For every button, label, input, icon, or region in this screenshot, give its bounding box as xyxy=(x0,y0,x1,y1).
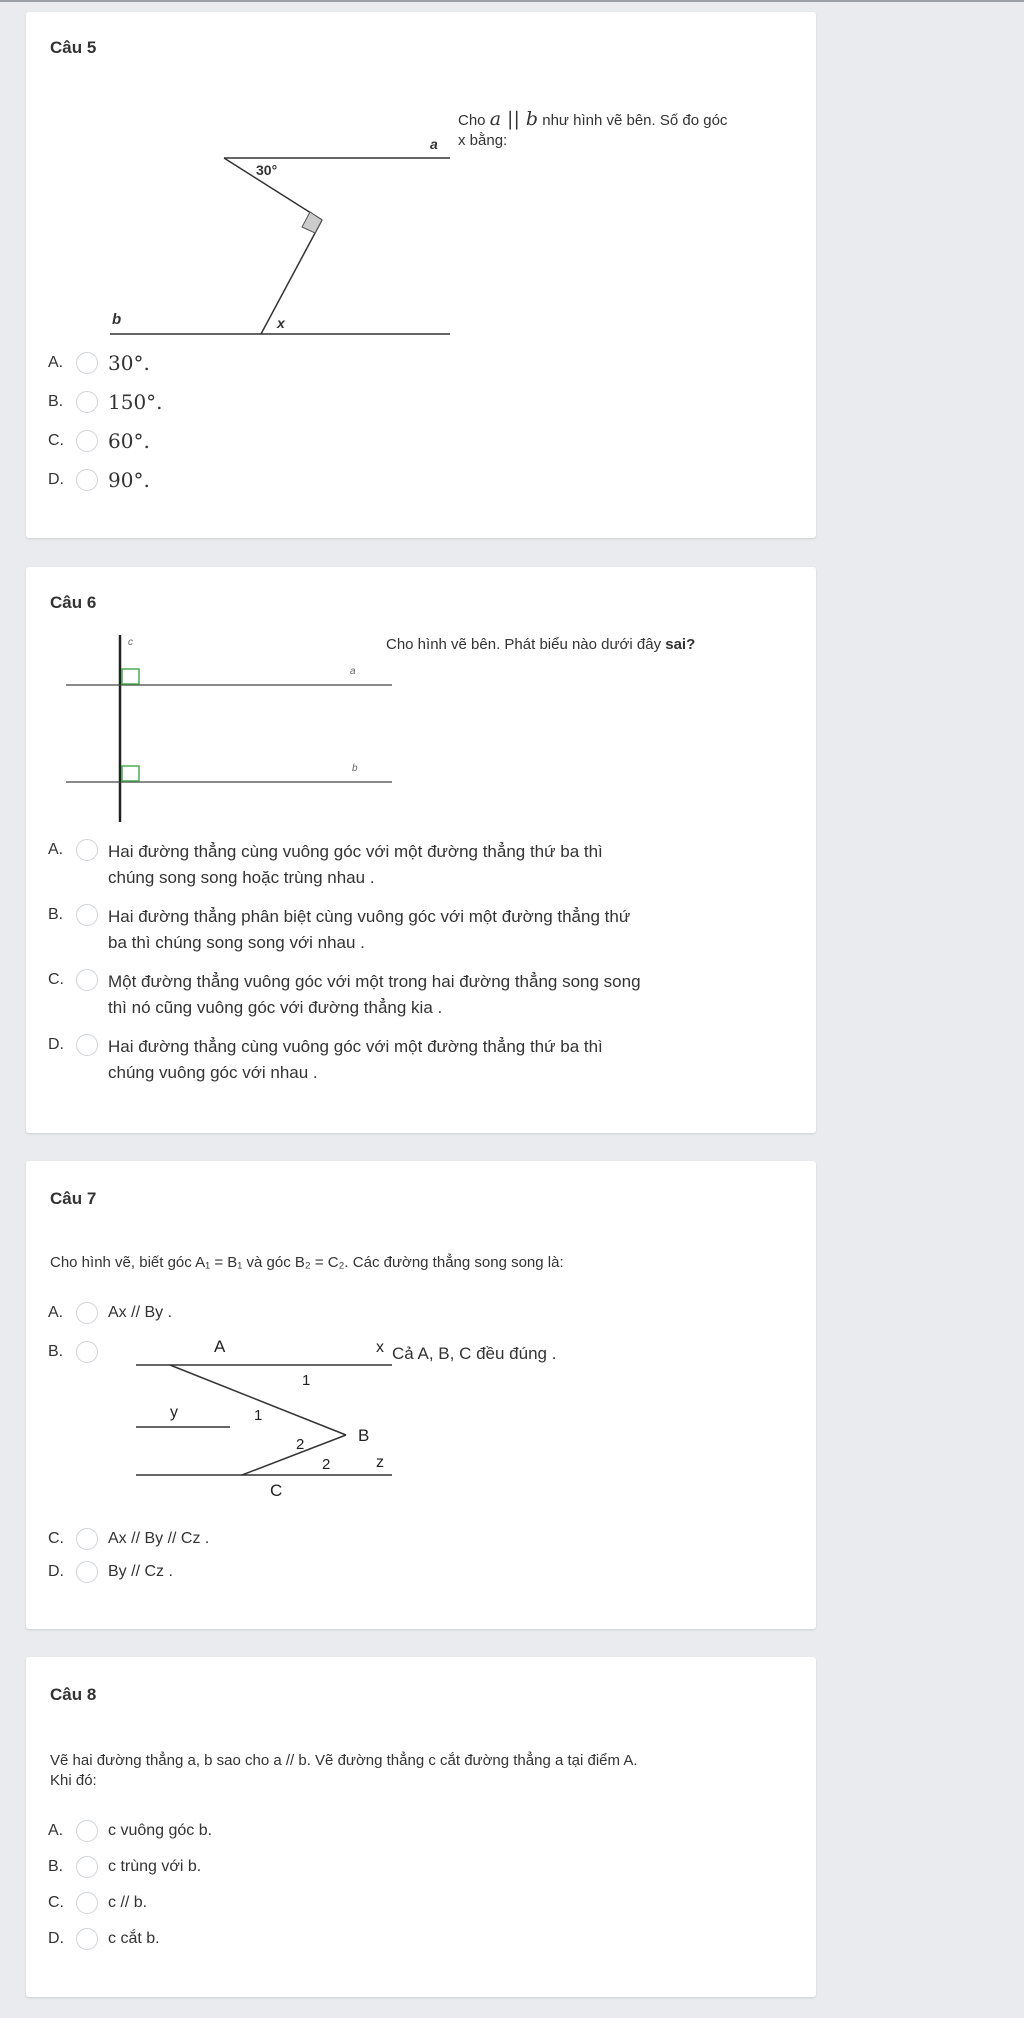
radio-button[interactable] xyxy=(76,430,98,452)
label-y: y xyxy=(170,1404,178,1421)
label-1-at-A: 1 xyxy=(302,1372,311,1389)
label-C: C xyxy=(270,1481,283,1500)
question-title: Câu 5 xyxy=(50,38,97,57)
question-card-7 xyxy=(26,1161,816,1629)
label-x: x xyxy=(277,315,285,331)
option-letter: B. xyxy=(48,1858,64,1875)
label-angle-30: 30° xyxy=(256,162,278,178)
label-1-at-B: 1 xyxy=(254,1407,263,1424)
radio-button[interactable] xyxy=(76,469,98,491)
label-a: a xyxy=(350,666,356,677)
label-2-at-B: 2 xyxy=(296,1436,305,1453)
option-letter: A. xyxy=(48,1822,64,1839)
option-c[interactable] xyxy=(48,969,641,1021)
option-letter: C. xyxy=(48,1894,64,1911)
question-prompt xyxy=(458,108,798,151)
option-text: 90°. xyxy=(108,468,150,492)
question-prompt xyxy=(386,635,806,655)
prompt-text: Cho xyxy=(458,112,490,129)
prompt-emphasis: sai? xyxy=(665,636,696,653)
option-text: By // Cz . xyxy=(108,1563,173,1580)
option-line: Một đường thẳng vuông góc với một trong hai đường thẳng song song xyxy=(108,972,641,991)
option-text: c trùng với b. xyxy=(108,1858,202,1875)
question-card-5 xyxy=(26,12,816,538)
option-line: chúng vuông góc với nhau . xyxy=(108,1063,318,1082)
question-title: Câu 7 xyxy=(50,1189,97,1208)
radio-button[interactable] xyxy=(76,352,98,374)
option-c[interactable] xyxy=(48,1528,209,1550)
prompt-text: Khi đó: xyxy=(50,1772,97,1789)
option-text: 150°. xyxy=(108,390,163,414)
label-b: b xyxy=(352,763,358,774)
option-c[interactable] xyxy=(48,430,150,452)
radio-button[interactable] xyxy=(76,904,98,926)
option-line: Hai đường thẳng phân biệt cùng vuông góc với một đường thẳng thứ xyxy=(108,907,631,926)
option-b[interactable] xyxy=(48,1341,108,1363)
figure-three-parallel-lines xyxy=(130,1333,410,1508)
option-letter: B. xyxy=(48,906,64,923)
option-letter: C. xyxy=(48,1530,64,1547)
option-letter: A. xyxy=(48,1304,64,1321)
option-line: chúng song song hoặc trùng nhau . xyxy=(108,868,375,887)
option-text xyxy=(108,969,641,1021)
option-a[interactable] xyxy=(48,1820,212,1842)
label-B: B xyxy=(358,1426,370,1445)
option-text: c vuông góc b. xyxy=(108,1822,213,1839)
option-text: c cắt b. xyxy=(108,1930,160,1947)
option-d[interactable] xyxy=(48,1928,160,1950)
prompt-text: như hình vẽ bên. Số đo góc xyxy=(538,112,728,129)
option-b[interactable] xyxy=(48,391,163,413)
radio-button[interactable] xyxy=(76,1820,98,1842)
option-d[interactable] xyxy=(48,1034,603,1086)
question-prompt xyxy=(50,1751,810,1791)
option-c[interactable] xyxy=(48,1892,147,1914)
radio-button[interactable] xyxy=(76,969,98,991)
option-d[interactable] xyxy=(48,1561,173,1583)
option-line: thì nó cũng vuông góc với đường thẳng kia . xyxy=(108,998,443,1017)
option-letter: C. xyxy=(48,971,64,988)
radio-button[interactable] xyxy=(76,1034,98,1056)
question-title: Câu 6 xyxy=(50,593,97,612)
option-text xyxy=(108,1034,603,1086)
label-a: a xyxy=(430,136,438,152)
top-divider xyxy=(0,0,1024,2)
option-a[interactable] xyxy=(48,839,603,891)
prompt-text: Cho hình vẽ bên. Phát biểu nào dưới đây xyxy=(386,636,666,653)
option-text: c // b. xyxy=(108,1894,148,1911)
option-letter: D. xyxy=(48,1563,64,1580)
option-letter: C. xyxy=(48,432,64,449)
radio-button[interactable] xyxy=(76,1928,98,1950)
radio-button[interactable] xyxy=(76,391,98,413)
option-text xyxy=(108,904,630,956)
option-letter: B. xyxy=(48,393,64,410)
label-z: z xyxy=(376,1454,384,1471)
option-line: Hai đường thẳng cùng vuông góc với một đường thẳng thứ ba thì xyxy=(108,1037,603,1056)
label-c: c xyxy=(128,637,133,648)
option-text: 60°. xyxy=(108,429,150,453)
prompt-text: x bằng: xyxy=(458,132,508,149)
radio-button[interactable] xyxy=(76,1561,98,1583)
option-letter: A. xyxy=(48,354,64,371)
option-text: Ax // By . xyxy=(108,1304,173,1321)
option-b-text: Cả A, B, C đều đúng . xyxy=(392,1344,557,1363)
radio-button[interactable] xyxy=(76,1528,98,1550)
question-card-6 xyxy=(26,567,816,1133)
figure-perpendicular-lines xyxy=(66,627,406,827)
option-b[interactable] xyxy=(48,904,630,956)
option-letter: D. xyxy=(48,1930,64,1947)
option-a[interactable] xyxy=(48,1302,172,1324)
option-text xyxy=(108,839,603,891)
radio-button[interactable] xyxy=(76,1341,98,1363)
option-a[interactable] xyxy=(48,352,150,374)
label-2-at-C: 2 xyxy=(322,1456,331,1473)
question-card-8 xyxy=(26,1657,816,1997)
figure-parallel-angle xyxy=(76,112,466,342)
label-x: x xyxy=(376,1339,384,1356)
option-letter: D. xyxy=(48,1036,64,1053)
option-text: Ax // By // Cz . xyxy=(108,1530,210,1547)
radio-button[interactable] xyxy=(76,839,98,861)
option-line: Hai đường thẳng cùng vuông góc với một đường thẳng thứ ba thì xyxy=(108,842,603,861)
radio-button[interactable] xyxy=(76,1302,98,1324)
option-letter: A. xyxy=(48,841,64,858)
option-text: 30°. xyxy=(108,351,150,375)
question-title: Câu 8 xyxy=(50,1685,97,1704)
label-A: A xyxy=(214,1337,226,1356)
option-letter: D. xyxy=(48,471,64,488)
radio-button[interactable] xyxy=(76,1892,98,1914)
radio-button[interactable] xyxy=(76,1856,98,1878)
option-line: ba thì chúng song song với nhau . xyxy=(108,933,365,952)
prompt-text: Vẽ hai đường thẳng a, b sao cho a // b. Vẽ đường thẳng c cắt đường thẳng a tại điểm A. xyxy=(50,1752,638,1769)
label-b: b xyxy=(112,311,122,328)
option-letter: B. xyxy=(48,1343,64,1360)
question-prompt: Cho hình vẽ, biết góc A₁ = B₁ và góc B₂ = C₂. Các đường thẳng song song là: xyxy=(50,1254,564,1271)
option-d[interactable] xyxy=(48,469,150,491)
option-b[interactable] xyxy=(48,1856,201,1878)
prompt-math: a || b xyxy=(489,108,539,130)
